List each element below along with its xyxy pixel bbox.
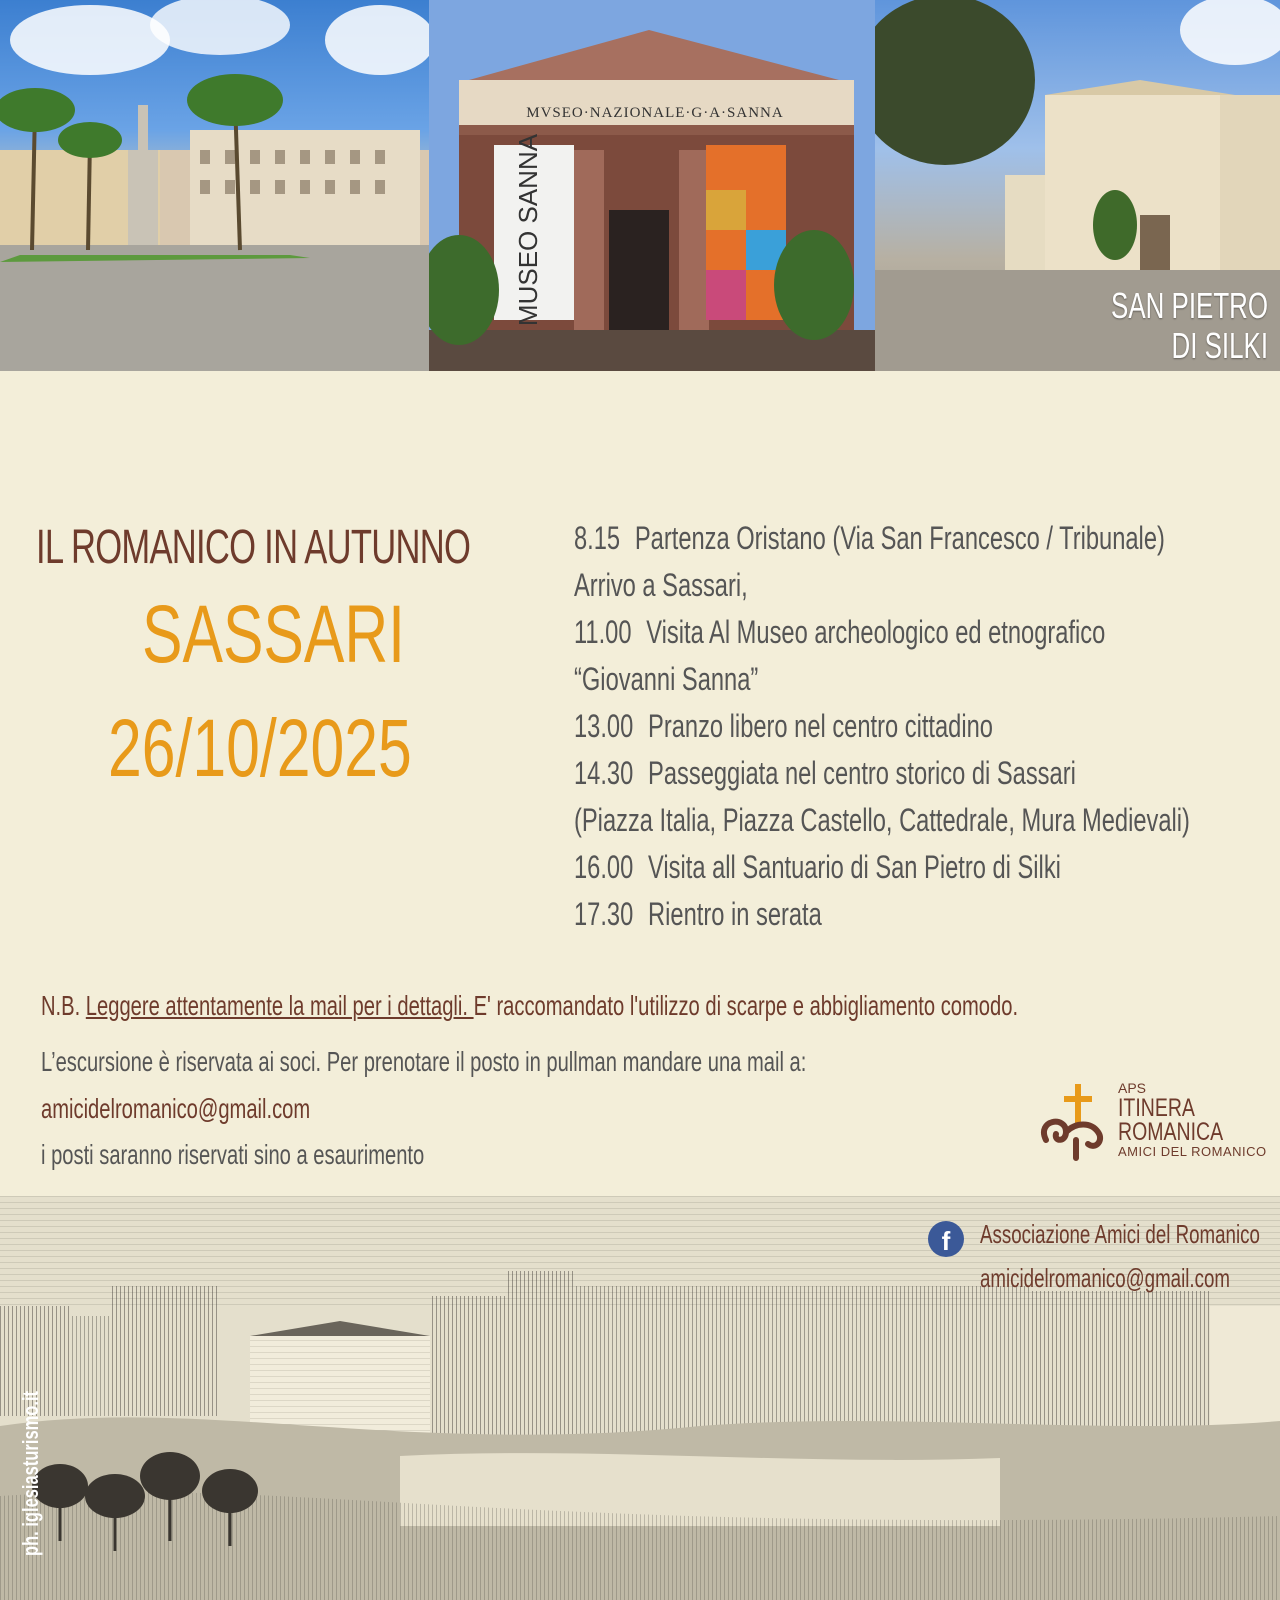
schedule-text: Rientro in serata — [648, 896, 822, 932]
schedule-item — [574, 520, 1165, 567]
facebook-icon[interactable]: f — [928, 1221, 964, 1257]
logo-aps: APS — [1118, 1080, 1147, 1096]
photo-caption-line1: SAN PIETRO — [1111, 285, 1268, 326]
schedule-item — [574, 708, 1092, 755]
photo-caption-line2: DI SILKI — [1171, 325, 1268, 366]
schedule-time: 11.00 — [574, 614, 632, 650]
schedule-item — [574, 896, 1092, 943]
photo-piazza-italia — [0, 0, 429, 371]
museum-sign-text: MVSEO·NAZIONALE·G·A·SANNA — [526, 105, 784, 121]
schedule-item — [574, 614, 1106, 661]
nb-rest: E' raccomandato l'utilizzo di scarpe e abbigliamento comodo. — [473, 990, 1019, 1021]
schedule-time: 14.30 — [574, 755, 634, 791]
schedule-item — [574, 567, 1092, 614]
schedule-item — [574, 802, 1190, 849]
logo-name — [1118, 1096, 1223, 1144]
schedule-text: “Giovanni Sanna” — [574, 661, 759, 697]
schedule-time: 8.15 — [574, 520, 621, 556]
photo-san-pietro-silki — [875, 0, 1280, 371]
event-title: IL ROMANICO IN AUTUNNO — [36, 521, 471, 574]
event-city: SASSARI — [142, 589, 406, 680]
schedule-item — [574, 755, 1092, 802]
museum-banner-text: MUSEO SANNA — [513, 133, 543, 327]
schedule — [574, 520, 1274, 943]
logo-subtitle: AMICI DEL ROMANICO — [1118, 1144, 1267, 1159]
engraving-illustration — [0, 1196, 1280, 1600]
schedule-text: Visita Al Museo archeologico ed etnografico — [646, 614, 1106, 650]
schedule-text: Passeggiata nel centro storico di Sassari — [648, 755, 1076, 791]
photo-strip — [0, 0, 1280, 371]
footer-email-link[interactable]: amicidelromanico@gmail.com — [980, 1263, 1230, 1293]
booking-email-link[interactable]: amicidelromanico@gmail.com — [41, 1093, 311, 1124]
schedule-time: 13.00 — [574, 708, 634, 744]
logo-name-line2: ROMANICA — [1118, 1118, 1224, 1146]
schedule-time: 16.00 — [574, 849, 634, 885]
schedule-item — [574, 661, 1092, 708]
schedule-text: Partenza Oristano (Via San Francesco / Tribunale) — [634, 520, 1165, 556]
event-date: 26/10/2025 — [108, 703, 412, 794]
schedule-text: Visita all Santuario di San Pietro di Silki — [648, 849, 1061, 885]
photo-caption — [1111, 286, 1268, 366]
nb-note — [41, 990, 1018, 1022]
photo-credit: ph. iglesiasturismo.it — [18, 1390, 43, 1556]
availability-note: i posti saranno riservati sino a esaurimento — [41, 1139, 425, 1170]
nb-link[interactable]: Leggere attentamente la mail per i dettagli. — [85, 990, 474, 1021]
logo-name-line1: ITINERA — [1118, 1094, 1195, 1122]
photo-museo-sanna — [429, 0, 875, 371]
schedule-text: Arrivo a Sassari, — [574, 567, 748, 603]
facebook-page-link[interactable]: Associazione Amici del Romanico — [980, 1219, 1260, 1249]
nb-prefix: N.B. — [41, 990, 86, 1021]
schedule-item — [574, 849, 1092, 896]
schedule-time: 17.30 — [574, 896, 634, 932]
booking-info: L’escursione è riservata ai soci. Per prenotare il posto in pullman mandare una mail a: — [41, 1046, 807, 1077]
schedule-text: Pranzo libero nel centro cittadino — [648, 708, 993, 744]
schedule-text: (Piazza Italia, Piazza Castello, Cattedrale, Mura Medievali) — [574, 802, 1190, 838]
itinera-romanica-logo — [1036, 1080, 1276, 1162]
logo-emblem-icon — [1036, 1080, 1116, 1162]
